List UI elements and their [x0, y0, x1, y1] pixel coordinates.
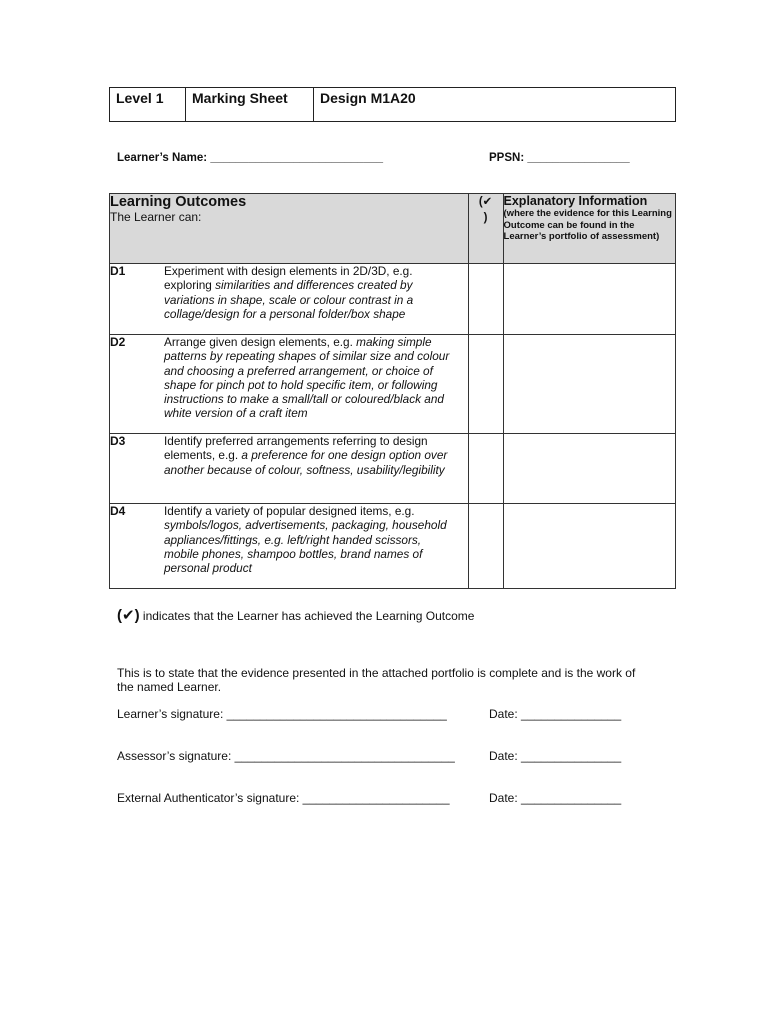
tick-cell[interactable] — [468, 504, 503, 589]
outcome-example: making simple patterns by repeating shapes of similar size and colour and choosing a preferred arrangement, or choice of shape for pinch pot to hold specific item, or following instructions to make a small/tall or coloured/black and white version of a craft item — [164, 335, 450, 421]
outcome-description — [164, 335, 456, 421]
outcome-example: a preference for one design option over another because of colour, softness, usability/legibility — [164, 448, 448, 477]
outcomes-subheading: The Learner can: — [110, 210, 202, 224]
table-row — [110, 434, 676, 504]
check-mark-icon: (✔) — [117, 607, 140, 624]
tick-legend-text: indicates that the Learner has achieved the Learning Outcome — [139, 609, 475, 623]
info-cell[interactable] — [503, 264, 675, 335]
info-subheading: (where the evidence for this Learning Outcome can be found in the Learner’s portfolio of assessment) — [503, 208, 672, 242]
level-cell: Level 1 — [110, 88, 186, 121]
info-heading: Explanatory Information — [503, 194, 648, 208]
outcome-cell — [110, 264, 469, 335]
outcome-cell — [110, 335, 469, 434]
tick-heading-cell — [468, 194, 503, 264]
sheet-title-cell: Marking Sheet — [186, 88, 314, 121]
table-row — [110, 504, 676, 589]
tick-cell[interactable] — [468, 434, 503, 504]
tick-cell[interactable] — [468, 264, 503, 335]
info-cell[interactable] — [503, 335, 675, 434]
external-date-field[interactable]: Date: _______________ — [489, 791, 622, 805]
outcome-description — [164, 434, 456, 477]
outcome-example: symbols/logos, advertisements, packaging, household appliances/fittings, e.g. left/right handed scissors, mobile phones, shampoo bottles, brand names of personal product — [164, 518, 447, 576]
outcomes-heading-cell — [110, 194, 469, 264]
module-code-cell: Design M1A20 — [320, 90, 416, 106]
outcome-cell — [110, 504, 469, 589]
assessor-date-field[interactable]: Date: _______________ — [489, 749, 622, 763]
outcome-cell — [110, 434, 469, 504]
outcome-code: D4 — [110, 504, 126, 518]
tick-heading-open: (✔ — [478, 196, 493, 208]
tick-cell[interactable] — [468, 335, 503, 434]
outcome-description — [164, 504, 456, 575]
outcome-code: D1 — [110, 264, 126, 278]
ppsn-field[interactable]: PPSN: ________________ — [489, 152, 630, 164]
learner-signature-field[interactable]: Learner’s signature: _________________________________ — [117, 707, 447, 721]
table-header-row — [110, 194, 676, 264]
external-signature-field[interactable]: External Authenticator’s signature: ______________________ — [117, 791, 450, 805]
declaration-statement: This is to state that the evidence presented in the attached portfolio is complete and is the work of the named Learner. — [117, 666, 636, 694]
outcome-text: Identify preferred arrangements referring to design elements, e.g. — [164, 434, 428, 463]
learner-name-field[interactable]: Learner’s Name: ___________________________ — [117, 152, 384, 164]
outcome-code: D2 — [110, 335, 126, 349]
tick-legend — [117, 606, 474, 624]
assessor-signature-field[interactable]: Assessor’s signature: _________________________________ — [117, 749, 455, 763]
table-row — [110, 264, 676, 335]
info-heading-cell — [503, 194, 675, 264]
tick-heading-close: ) — [483, 212, 488, 224]
outcomes-heading: Learning Outcomes — [110, 194, 247, 210]
outcome-text: Arrange given design elements, e.g. — [164, 335, 357, 349]
learning-outcomes-table — [109, 193, 676, 589]
learner-date-field[interactable]: Date: _______________ — [489, 707, 622, 721]
header-table — [109, 87, 676, 122]
outcome-text: Experiment with design elements in 2D/3D, e.g. exploring — [164, 264, 413, 293]
info-cell[interactable] — [503, 504, 675, 589]
outcome-example: similarities and differences created by variations in shape, scale or colour contrast in a collage/design for a personal folder/box shape — [164, 278, 414, 321]
outcome-text: Identify a variety of popular designed items, e.g. — [164, 504, 415, 518]
table-row — [110, 335, 676, 434]
outcome-description — [164, 264, 456, 321]
outcome-code: D3 — [110, 434, 126, 448]
info-cell[interactable] — [503, 434, 675, 504]
